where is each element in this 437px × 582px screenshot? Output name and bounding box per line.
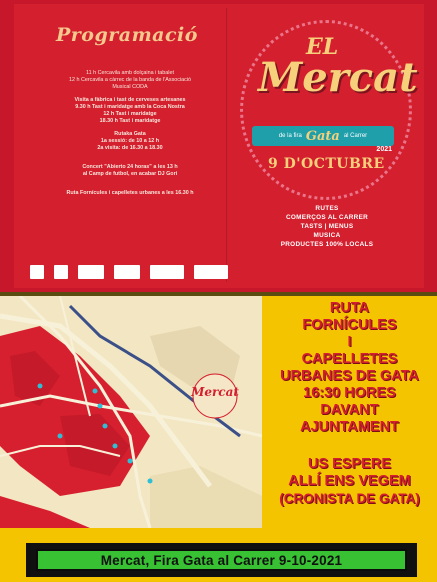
activity-item: MUSICA: [313, 232, 341, 239]
announce-line: FORNÍCULES: [302, 317, 397, 333]
badge-el: EL: [306, 34, 339, 60]
program-line: Ruta Fornícules i capelletes urbanes a les 16.30 h: [66, 190, 194, 196]
badge-ribbon: [252, 126, 394, 146]
program-line: 18.30 h Tast i maridatge: [99, 118, 161, 124]
badge-date: 9 D'OCTUBRE: [268, 156, 385, 172]
mercat-badge: [248, 30, 418, 180]
sponsor-logo: [78, 265, 104, 279]
activity-item: RUTES: [315, 205, 339, 212]
ribbon-brand: Gata: [305, 128, 340, 144]
programacio-title: Programació: [56, 24, 198, 46]
program-line: 1a sessió: de 10 a 12 h: [100, 138, 160, 144]
activity-item: TASTS | MENUS: [300, 223, 354, 230]
badge-year: 2021: [376, 146, 392, 153]
map-drawing: [0, 296, 262, 528]
announce-line: CAPELLETES: [301, 351, 398, 367]
announce-signature: (CRONISTA DE GATA): [279, 491, 420, 506]
program-line: 9.30 h Tast i maridatge amb la Coca Nostra: [75, 104, 185, 110]
sponsor-logo: [194, 265, 228, 279]
program-line: Musical CODA: [112, 84, 148, 90]
program-line: Concert "Abierto 24 horas" a les 13 h: [82, 164, 178, 170]
announce-line: US ESPERE: [308, 456, 391, 472]
sponsor-logos: [30, 262, 240, 282]
badge-mercat: Mercat: [258, 54, 418, 101]
program-line: al Camp de futbol, en acabar DJ Gori: [82, 171, 178, 177]
ribbon-left: de la fira: [278, 133, 302, 139]
sponsor-logo: [30, 265, 44, 279]
program-line: 12 h Cercavila a càrrec de la banda de l'Associació: [68, 77, 192, 83]
announce-line: RUTA: [329, 300, 370, 316]
program-line: 11 h Cercavila amb dolçaina i tabalet: [86, 70, 174, 76]
program-line: 12 h Tast i maridatge: [103, 111, 157, 117]
route-map: [0, 296, 262, 528]
announce-line: I: [347, 334, 352, 350]
sponsor-logo: [54, 265, 68, 279]
program-line: Visita a fàbrica i tast de cerveses artesanes: [74, 97, 186, 103]
announce-line: 16:30 HORES: [303, 385, 396, 401]
program-list: [30, 70, 230, 197]
activity-list: [252, 204, 402, 249]
activity-item: COMERÇOS AL CARRER: [285, 214, 369, 221]
sponsor-logo: [114, 265, 140, 279]
activity-item: PRODUCTES 100% LOCALS: [280, 241, 374, 248]
announce-line: AJUNTAMENT: [300, 419, 399, 435]
svg-text:Mercat: Mercat: [191, 385, 239, 399]
announce-line: ALLÍ ENS VEGEM: [288, 473, 411, 489]
ribbon-right: al Carrer: [343, 133, 368, 139]
sponsor-logo: [150, 265, 184, 279]
footer-caption: Mercat, Fira Gata al Carrer 9-10-2021: [36, 549, 407, 571]
announce-line: URBANES DE GATA: [280, 368, 419, 384]
program-line: Rutaka Gata: [114, 131, 146, 137]
announce-line: DAVANT: [320, 402, 379, 418]
program-line: 2a visita: de 16.30 a 18.30: [97, 145, 163, 151]
